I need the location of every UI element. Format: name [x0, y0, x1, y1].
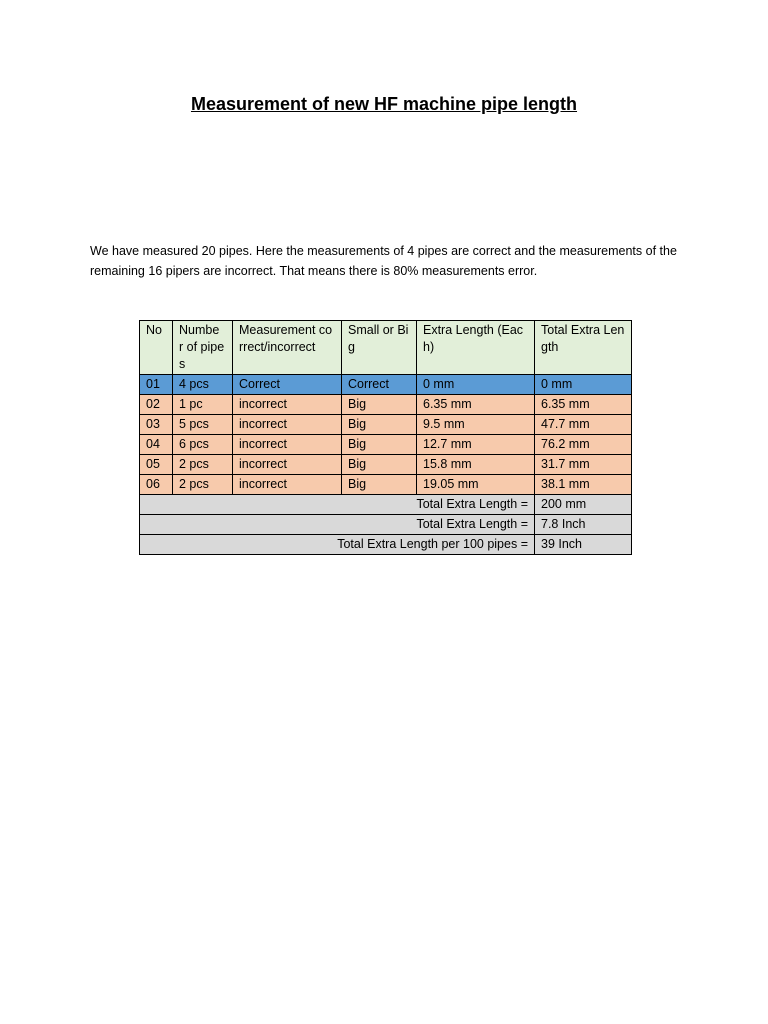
cell-total-extra: 0 mm — [535, 375, 632, 395]
cell-pipes: 2 pcs — [173, 455, 233, 475]
document-title: Measurement of new HF machine pipe length — [190, 94, 578, 114]
intro-paragraph: We have measured 20 pipes. Here the measurements of 4 pipes are correct and the measurements of the remaining 16 pipers are incorrect. That means there is 80% measurements error. — [90, 244, 677, 278]
header-total-extra-length: Total Extra Length — [535, 321, 632, 375]
total-row — [140, 515, 632, 535]
cell-extra-each: 12.7 mm — [417, 435, 535, 455]
cell-extra-each: 15.8 mm — [417, 455, 535, 475]
total-row — [140, 495, 632, 515]
cell-status: incorrect — [233, 455, 342, 475]
cell-no: 05 — [140, 455, 173, 475]
cell-total-extra: 47.7 mm — [535, 415, 632, 435]
cell-size: Correct — [342, 375, 417, 395]
total-label: Total Extra Length = — [140, 495, 535, 515]
table-row — [140, 475, 632, 495]
cell-pipes: 5 pcs — [173, 415, 233, 435]
cell-status: incorrect — [233, 475, 342, 495]
total-label: Total Extra Length per 100 pipes = — [140, 535, 535, 555]
cell-size: Big — [342, 435, 417, 455]
cell-pipes: 2 pcs — [173, 475, 233, 495]
table-row — [140, 455, 632, 475]
cell-status: incorrect — [233, 435, 342, 455]
table-row — [140, 415, 632, 435]
cell-pipes: 4 pcs — [173, 375, 233, 395]
cell-size: Big — [342, 475, 417, 495]
header-small-or-big: Small or Big — [342, 321, 417, 375]
cell-no: 04 — [140, 435, 173, 455]
cell-extra-each: 9.5 mm — [417, 415, 535, 435]
cell-extra-each: 19.05 mm — [417, 475, 535, 495]
cell-extra-each: 0 mm — [417, 375, 535, 395]
cell-total-extra: 6.35 mm — [535, 395, 632, 415]
header-measurement: Measurement correct/incorrect — [233, 321, 342, 375]
total-value: 39 Inch — [535, 535, 632, 555]
cell-size: Big — [342, 395, 417, 415]
total-value: 7.8 Inch — [535, 515, 632, 535]
cell-status: Correct — [233, 375, 342, 395]
header-extra-length-each: Extra Length (Each) — [417, 321, 535, 375]
cell-status: incorrect — [233, 415, 342, 435]
header-number-of-pipes: Numbe r of pipes — [173, 321, 233, 375]
table-row — [140, 395, 632, 415]
measurement-table — [139, 320, 632, 555]
cell-size: Big — [342, 455, 417, 475]
header-no: No — [140, 321, 173, 375]
cell-total-extra: 76.2 mm — [535, 435, 632, 455]
cell-status: incorrect — [233, 395, 342, 415]
cell-no: 01 — [140, 375, 173, 395]
total-label: Total Extra Length = — [140, 515, 535, 535]
cell-pipes: 1 pc — [173, 395, 233, 415]
table-row — [140, 435, 632, 455]
total-row — [140, 535, 632, 555]
table-header-row — [140, 321, 632, 375]
cell-no: 06 — [140, 475, 173, 495]
cell-no: 02 — [140, 395, 173, 415]
cell-total-extra: 38.1 mm — [535, 475, 632, 495]
cell-size: Big — [342, 415, 417, 435]
table-row — [140, 375, 632, 395]
cell-pipes: 6 pcs — [173, 435, 233, 455]
cell-total-extra: 31.7 mm — [535, 455, 632, 475]
cell-no: 03 — [140, 415, 173, 435]
cell-extra-each: 6.35 mm — [417, 395, 535, 415]
total-value: 200 mm — [535, 495, 632, 515]
